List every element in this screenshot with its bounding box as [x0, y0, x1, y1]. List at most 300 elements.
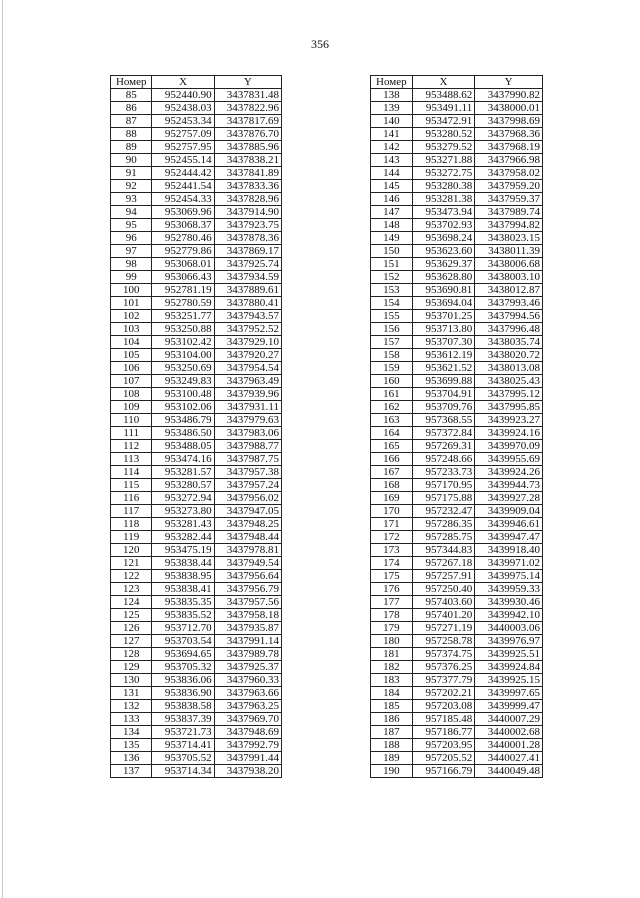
x-coordinate: 953694.04: [412, 297, 475, 310]
table-row: [111, 193, 282, 206]
y-coordinate: 3437963.25: [214, 700, 281, 713]
table-row: [371, 128, 543, 141]
table-body-left: [111, 89, 282, 778]
point-number: 119: [111, 531, 152, 544]
point-number: 115: [111, 479, 152, 492]
table-row: [111, 284, 282, 297]
table-row: [371, 765, 543, 778]
page-number: 356: [311, 37, 329, 51]
table-row: [111, 323, 282, 336]
x-coordinate: 953100.48: [152, 388, 214, 401]
x-coordinate: 957271.19: [412, 622, 475, 635]
y-coordinate: 3440007.29: [475, 713, 543, 726]
x-coordinate: 957170.95: [412, 479, 475, 492]
point-number: 101: [111, 297, 152, 310]
x-coordinate: 953713.80: [412, 323, 475, 336]
table-row: [111, 479, 282, 492]
y-coordinate: 3438006.68: [475, 258, 543, 271]
point-number: 90: [111, 154, 152, 167]
table-row: [111, 726, 282, 739]
y-coordinate: 3438020.72: [475, 349, 543, 362]
x-coordinate: 953623.60: [412, 245, 475, 258]
x-coordinate: 953272.75: [412, 167, 475, 180]
point-number: 165: [371, 440, 413, 453]
table-row: [111, 739, 282, 752]
x-coordinate: 952455.14: [152, 154, 214, 167]
x-coordinate: 957175.88: [412, 492, 475, 505]
table-row: [371, 180, 543, 193]
x-coordinate: 953712.70: [152, 622, 214, 635]
point-number: 157: [371, 336, 413, 349]
point-number: 159: [371, 362, 413, 375]
point-number: 139: [371, 102, 413, 115]
y-coordinate: 3440002.68: [475, 726, 543, 739]
y-coordinate: 3439918.40: [475, 544, 543, 557]
table-row: [111, 492, 282, 505]
y-coordinate: 3437998.69: [475, 115, 543, 128]
x-coordinate: 953621.52: [412, 362, 475, 375]
x-coordinate: 953698.24: [412, 232, 475, 245]
table-row: [111, 336, 282, 349]
y-coordinate: 3437938.20: [214, 765, 281, 778]
x-coordinate: 952444.42: [152, 167, 214, 180]
point-number: 185: [371, 700, 413, 713]
x-coordinate: 953705.32: [152, 661, 214, 674]
point-number: 122: [111, 570, 152, 583]
point-number: 150: [371, 245, 413, 258]
table-row: [371, 713, 543, 726]
y-coordinate: 3439997.65: [475, 687, 543, 700]
table-row: [111, 752, 282, 765]
y-coordinate: 3438025.43: [475, 375, 543, 388]
point-number: 131: [111, 687, 152, 700]
y-coordinate: 3440049.48: [475, 765, 543, 778]
point-number: 130: [111, 674, 152, 687]
point-number: 123: [111, 583, 152, 596]
table-row: [371, 284, 543, 297]
header-number: Номер: [111, 76, 152, 89]
point-number: 87: [111, 115, 152, 128]
point-number: 95: [111, 219, 152, 232]
x-coordinate: 952780.46: [152, 232, 214, 245]
table-row: [371, 492, 543, 505]
table-row: [371, 271, 543, 284]
x-coordinate: 953707.30: [412, 336, 475, 349]
y-coordinate: 3437880.41: [214, 297, 281, 310]
table-row: [111, 687, 282, 700]
point-number: 124: [111, 596, 152, 609]
point-number: 158: [371, 349, 413, 362]
table-row: [371, 362, 543, 375]
table-row: [371, 154, 543, 167]
table-row: [371, 375, 543, 388]
point-number: 142: [371, 141, 413, 154]
x-coordinate: 953701.25: [412, 310, 475, 323]
y-coordinate: 3437954.54: [214, 362, 281, 375]
x-coordinate: 957286.35: [412, 518, 475, 531]
point-number: 167: [371, 466, 413, 479]
table-row: [111, 180, 282, 193]
point-number: 103: [111, 323, 152, 336]
x-coordinate: 953699.88: [412, 375, 475, 388]
point-number: 154: [371, 297, 413, 310]
point-number: 108: [111, 388, 152, 401]
x-coordinate: 953068.37: [152, 219, 214, 232]
point-number: 173: [371, 544, 413, 557]
point-number: 172: [371, 531, 413, 544]
y-coordinate: 3437959.37: [475, 193, 543, 206]
point-number: 138: [371, 89, 413, 102]
table-row: [371, 700, 543, 713]
table-row: [371, 596, 543, 609]
table-row: [111, 297, 282, 310]
table-row: [111, 102, 282, 115]
y-coordinate: 3437956.64: [214, 570, 281, 583]
table-row: [111, 362, 282, 375]
point-number: 175: [371, 570, 413, 583]
header-y: Y: [475, 76, 543, 89]
table-row: [111, 635, 282, 648]
table-body-right: [371, 89, 543, 778]
x-coordinate: 957258.78: [412, 635, 475, 648]
y-coordinate: 3437934.59: [214, 271, 281, 284]
table-row: [371, 193, 543, 206]
table-row: [371, 453, 543, 466]
x-coordinate: 957374.75: [412, 648, 475, 661]
y-coordinate: 3439947.47: [475, 531, 543, 544]
point-number: 92: [111, 180, 152, 193]
table-row: [371, 440, 543, 453]
y-coordinate: 3439942.10: [475, 609, 543, 622]
x-coordinate: 957372.84: [412, 427, 475, 440]
table-row: [111, 349, 282, 362]
y-coordinate: 3438000.01: [475, 102, 543, 115]
table-row: [371, 674, 543, 687]
table-row: [111, 427, 282, 440]
x-coordinate: 953474.16: [152, 453, 214, 466]
x-coordinate: 953279.52: [412, 141, 475, 154]
table-row: [111, 596, 282, 609]
point-number: 170: [371, 505, 413, 518]
x-coordinate: 953251.77: [152, 310, 214, 323]
x-coordinate: 953836.90: [152, 687, 214, 700]
x-coordinate: 953838.58: [152, 700, 214, 713]
table-row: [111, 154, 282, 167]
coordinates-table-right: [370, 75, 543, 778]
point-number: 97: [111, 245, 152, 258]
point-number: 113: [111, 453, 152, 466]
table-row: [371, 739, 543, 752]
point-number: 152: [371, 271, 413, 284]
x-coordinate: 957250.40: [412, 583, 475, 596]
x-coordinate: 957186.77: [412, 726, 475, 739]
point-number: 135: [111, 739, 152, 752]
y-coordinate: 3438035.74: [475, 336, 543, 349]
point-number: 181: [371, 648, 413, 661]
table-row: [111, 453, 282, 466]
x-coordinate: 953102.06: [152, 401, 214, 414]
table-row: [111, 609, 282, 622]
y-coordinate: 3437831.48: [214, 89, 281, 102]
y-coordinate: 3437869.17: [214, 245, 281, 258]
x-coordinate: 953628.80: [412, 271, 475, 284]
table-row: [111, 661, 282, 674]
y-coordinate: 3437957.38: [214, 466, 281, 479]
x-coordinate: 957202.21: [412, 687, 475, 700]
y-coordinate: 3437957.24: [214, 479, 281, 492]
table-row: [371, 531, 543, 544]
y-coordinate: 3437993.46: [475, 297, 543, 310]
table-row: [371, 232, 543, 245]
table-row: [111, 583, 282, 596]
table-row: [111, 258, 282, 271]
point-number: 180: [371, 635, 413, 648]
y-coordinate: 3437968.36: [475, 128, 543, 141]
point-number: 189: [371, 752, 413, 765]
point-number: 128: [111, 648, 152, 661]
y-coordinate: 3437947.05: [214, 505, 281, 518]
y-coordinate: 3439959.33: [475, 583, 543, 596]
x-coordinate: 957203.95: [412, 739, 475, 752]
y-coordinate: 3437923.75: [214, 219, 281, 232]
y-coordinate: 3437943.57: [214, 310, 281, 323]
y-coordinate: 3439955.69: [475, 453, 543, 466]
table-row: [111, 622, 282, 635]
point-number: 144: [371, 167, 413, 180]
y-coordinate: 3437991.44: [214, 752, 281, 765]
x-coordinate: 952441.54: [152, 180, 214, 193]
y-coordinate: 3437920.27: [214, 349, 281, 362]
x-coordinate: 957269.31: [412, 440, 475, 453]
table-row: [111, 245, 282, 258]
table-row: [111, 414, 282, 427]
table-row: [371, 258, 543, 271]
table-row: [371, 427, 543, 440]
header-x: X: [412, 76, 475, 89]
x-coordinate: 952781.19: [152, 284, 214, 297]
x-coordinate: 953836.06: [152, 674, 214, 687]
x-coordinate: 953488.05: [152, 440, 214, 453]
y-coordinate: 3439971.02: [475, 557, 543, 570]
point-number: 109: [111, 401, 152, 414]
x-coordinate: 953629.37: [412, 258, 475, 271]
point-number: 162: [371, 401, 413, 414]
x-coordinate: 952453.34: [152, 115, 214, 128]
point-number: 136: [111, 752, 152, 765]
point-number: 106: [111, 362, 152, 375]
x-coordinate: 952438.03: [152, 102, 214, 115]
x-coordinate: 953702.93: [412, 219, 475, 232]
y-coordinate: 3439924.84: [475, 661, 543, 674]
point-number: 105: [111, 349, 152, 362]
x-coordinate: 953486.50: [152, 427, 214, 440]
y-coordinate: 3437889.61: [214, 284, 281, 297]
y-coordinate: 3437828.96: [214, 193, 281, 206]
x-coordinate: 953709.76: [412, 401, 475, 414]
y-coordinate: 3437994.82: [475, 219, 543, 232]
point-number: 134: [111, 726, 152, 739]
y-coordinate: 3437931.11: [214, 401, 281, 414]
y-coordinate: 3439970.09: [475, 440, 543, 453]
x-coordinate: 953835.52: [152, 609, 214, 622]
y-coordinate: 3437878.36: [214, 232, 281, 245]
point-number: 155: [371, 310, 413, 323]
point-number: 186: [371, 713, 413, 726]
table-row: [371, 648, 543, 661]
point-number: 86: [111, 102, 152, 115]
x-coordinate: 957257.91: [412, 570, 475, 583]
table-row: [111, 375, 282, 388]
table-row: [371, 661, 543, 674]
x-coordinate: 953068.01: [152, 258, 214, 271]
table-row: [111, 206, 282, 219]
point-number: 110: [111, 414, 152, 427]
table-row: [371, 245, 543, 258]
table-row: [371, 89, 543, 102]
y-coordinate: 3437885.96: [214, 141, 281, 154]
x-coordinate: 953837.39: [152, 713, 214, 726]
y-coordinate: 3437958.18: [214, 609, 281, 622]
y-coordinate: 3437959.20: [475, 180, 543, 193]
table-row: [111, 531, 282, 544]
y-coordinate: 3437978.81: [214, 544, 281, 557]
x-coordinate: 953488.62: [412, 89, 475, 102]
point-number: 176: [371, 583, 413, 596]
x-coordinate: 953694.65: [152, 648, 214, 661]
y-coordinate: 3438011.39: [475, 245, 543, 258]
point-number: 104: [111, 336, 152, 349]
y-coordinate: 3437991.14: [214, 635, 281, 648]
x-coordinate: 957233.73: [412, 466, 475, 479]
x-coordinate: 953281.38: [412, 193, 475, 206]
table-row: [371, 336, 543, 349]
x-coordinate: 953838.41: [152, 583, 214, 596]
x-coordinate: 953249.83: [152, 375, 214, 388]
table-row: [371, 726, 543, 739]
y-coordinate: 3439924.16: [475, 427, 543, 440]
y-coordinate: 3437956.02: [214, 492, 281, 505]
x-coordinate: 953491.11: [412, 102, 475, 115]
x-coordinate: 953280.52: [412, 128, 475, 141]
table-row: [371, 115, 543, 128]
x-coordinate: 957232.47: [412, 505, 475, 518]
coordinates-table-left: [110, 75, 282, 778]
y-coordinate: 3439975.14: [475, 570, 543, 583]
x-coordinate: 957285.75: [412, 531, 475, 544]
point-number: 146: [371, 193, 413, 206]
point-number: 141: [371, 128, 413, 141]
table-row: [371, 518, 543, 531]
table-row: [371, 687, 543, 700]
y-coordinate: 3440027.41: [475, 752, 543, 765]
point-number: 111: [111, 427, 152, 440]
point-number: 112: [111, 440, 152, 453]
table-header-row: [111, 76, 282, 89]
x-coordinate: 953271.88: [412, 154, 475, 167]
x-coordinate: 953104.00: [152, 349, 214, 362]
y-coordinate: 3437949.54: [214, 557, 281, 570]
y-coordinate: 3440003.06: [475, 622, 543, 635]
y-coordinate: 3437948.44: [214, 531, 281, 544]
x-coordinate: 953472.91: [412, 115, 475, 128]
table-row: [371, 323, 543, 336]
table-row: [111, 167, 282, 180]
y-coordinate: 3437995.85: [475, 401, 543, 414]
header-y: Y: [214, 76, 281, 89]
x-coordinate: 957166.79: [412, 765, 475, 778]
x-coordinate: 952454.33: [152, 193, 214, 206]
y-coordinate: 3437952.52: [214, 323, 281, 336]
table-row: [371, 388, 543, 401]
y-coordinate: 3437969.70: [214, 713, 281, 726]
point-number: 99: [111, 271, 152, 284]
x-coordinate: 952780.59: [152, 297, 214, 310]
y-coordinate: 3437956.79: [214, 583, 281, 596]
point-number: 125: [111, 609, 152, 622]
x-coordinate: 953272.94: [152, 492, 214, 505]
y-coordinate: 3439923.27: [475, 414, 543, 427]
x-coordinate: 957205.52: [412, 752, 475, 765]
x-coordinate: 952757.95: [152, 141, 214, 154]
table-row: [371, 570, 543, 583]
y-coordinate: 3437948.25: [214, 518, 281, 531]
point-number: 127: [111, 635, 152, 648]
point-number: 133: [111, 713, 152, 726]
table-row: [371, 414, 543, 427]
point-number: 161: [371, 388, 413, 401]
x-coordinate: 957344.83: [412, 544, 475, 557]
table-row: [371, 401, 543, 414]
x-coordinate: 953069.96: [152, 206, 214, 219]
y-coordinate: 3438003.10: [475, 271, 543, 284]
x-coordinate: 953835.35: [152, 596, 214, 609]
point-number: 168: [371, 479, 413, 492]
table-row: [111, 271, 282, 284]
point-number: 116: [111, 492, 152, 505]
y-coordinate: 3439924.26: [475, 466, 543, 479]
table-row: [371, 635, 543, 648]
x-coordinate: 953281.57: [152, 466, 214, 479]
point-number: 89: [111, 141, 152, 154]
y-coordinate: 3437958.02: [475, 167, 543, 180]
y-coordinate: 3437983.06: [214, 427, 281, 440]
x-coordinate: 957203.08: [412, 700, 475, 713]
x-coordinate: 957376.25: [412, 661, 475, 674]
table-row: [371, 752, 543, 765]
point-number: 129: [111, 661, 152, 674]
point-number: 117: [111, 505, 152, 518]
x-coordinate: 953102.42: [152, 336, 214, 349]
x-coordinate: 953273.80: [152, 505, 214, 518]
table-row: [371, 583, 543, 596]
table-row: [111, 401, 282, 414]
table-row: [111, 89, 282, 102]
point-number: 143: [371, 154, 413, 167]
y-coordinate: 3440001.28: [475, 739, 543, 752]
scan-edge: [2, 0, 3, 898]
point-number: 151: [371, 258, 413, 271]
y-coordinate: 3437929.10: [214, 336, 281, 349]
x-coordinate: 957267.18: [412, 557, 475, 570]
x-coordinate: 953281.43: [152, 518, 214, 531]
point-number: 174: [371, 557, 413, 570]
y-coordinate: 3437979.63: [214, 414, 281, 427]
point-number: 182: [371, 661, 413, 674]
point-number: 126: [111, 622, 152, 635]
y-coordinate: 3439909.04: [475, 505, 543, 518]
point-number: 187: [371, 726, 413, 739]
x-coordinate: 953690.81: [412, 284, 475, 297]
